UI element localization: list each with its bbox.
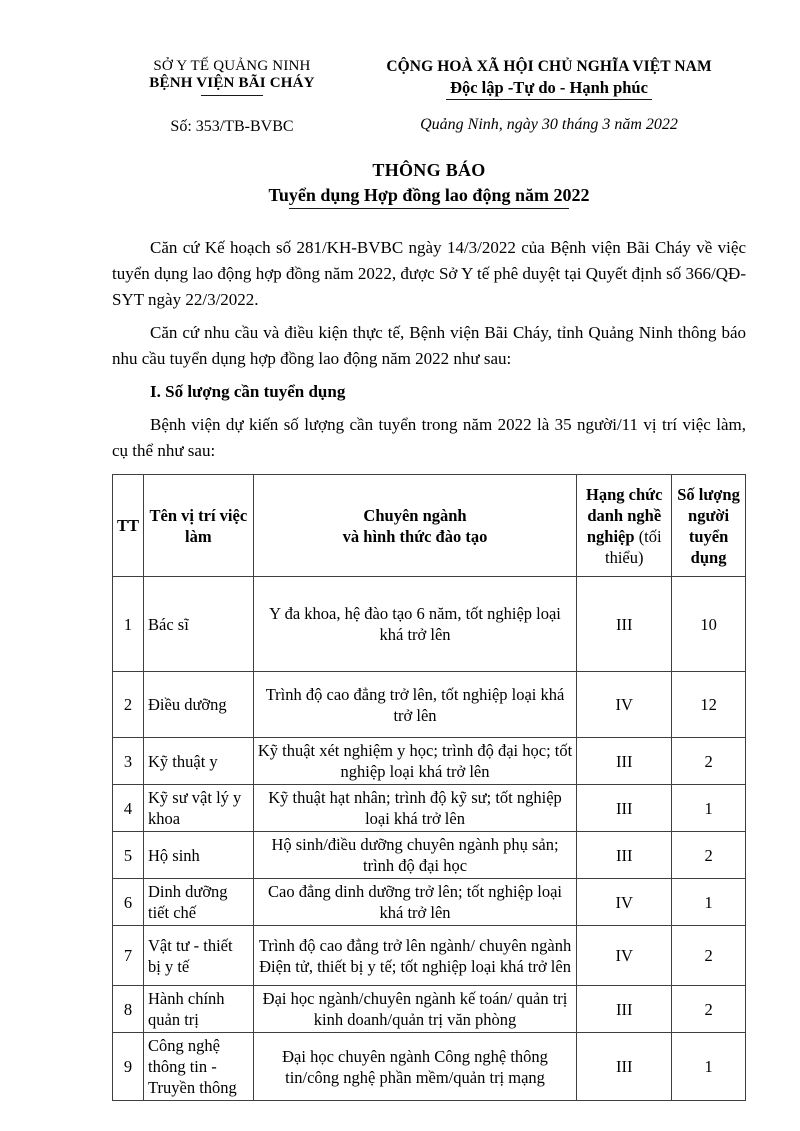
cell-tt: 6 — [113, 879, 144, 926]
cell-rank: III — [577, 577, 672, 672]
cell-quantity: 2 — [672, 986, 746, 1033]
cell-position: Bác sĩ — [144, 577, 254, 672]
header-cell-rank — [577, 475, 672, 577]
org-name: BỆNH VIỆN BÃI CHÁY — [149, 75, 315, 91]
document-title-block — [112, 160, 746, 209]
cell-quantity: 1 — [672, 879, 746, 926]
header-rank-bold: Hạng chức danh nghề nghiệp — [586, 484, 663, 546]
issuing-org-block — [112, 58, 352, 136]
cell-rank: IV — [577, 926, 672, 986]
table-row — [113, 738, 746, 785]
table-body — [113, 577, 746, 1101]
cell-specialty: Hộ sinh/điều dưỡng chuyên ngành phụ sản; trình độ đại học — [253, 832, 577, 879]
cell-specialty: Kỹ thuật xét nghiệm y học; trình độ đại học; tốt nghiệp loại khá trở lên — [253, 738, 577, 785]
cell-quantity: 2 — [672, 926, 746, 986]
cell-rank: III — [577, 738, 672, 785]
cell-quantity: 2 — [672, 832, 746, 879]
title-underline — [289, 208, 569, 209]
cell-quantity: 10 — [672, 577, 746, 672]
document-number: Số: 353/TB-BVBC — [170, 118, 294, 135]
header-cell-position: Tên vị trí việc làm — [144, 475, 254, 577]
cell-specialty: Cao đẳng dinh dưỡng trở lên; tốt nghiệp loại khá trở lên — [253, 879, 577, 926]
cell-rank: IV — [577, 879, 672, 926]
cell-position: Hộ sinh — [144, 832, 254, 879]
cell-position: Vật tư - thiết bị y tế — [144, 926, 254, 986]
cell-tt: 9 — [113, 1033, 144, 1101]
cell-quantity: 1 — [672, 785, 746, 832]
org-parent-name: SỞ Y TẾ QUẢNG NINH — [153, 58, 311, 74]
table-row — [113, 926, 746, 986]
document-title: THÔNG BÁO — [372, 160, 486, 180]
header-rank-normal: (tối thiểu) — [604, 526, 662, 567]
cell-rank: III — [577, 986, 672, 1033]
document-content — [112, 58, 746, 1101]
cell-tt: 1 — [113, 577, 144, 672]
recruitment-table — [112, 474, 746, 1101]
table-header-row — [113, 475, 746, 577]
national-motto: Độc lập -Tự do - Hạnh phúc — [446, 78, 652, 100]
document-subtitle: Tuyển dụng Hợp đồng lao động năm 2022 — [268, 185, 590, 205]
header-cell-tt: TT — [113, 475, 144, 577]
cell-rank: III — [577, 1033, 672, 1101]
cell-position: Hành chính quản trị — [144, 986, 254, 1033]
paragraph-basis-1: Căn cứ Kế hoạch số 281/KH-BVBC ngày 14/3/2022 của Bệnh viện Bãi Cháy về việc tuyển dụng lao động hợp đồng năm 2022, được Sở Y tế phê duyệt tại Quyết định số 366/QĐ-SYT ngày 22/3/2022. — [112, 238, 746, 309]
cell-rank: III — [577, 785, 672, 832]
cell-position: Kỹ thuật y — [144, 738, 254, 785]
document-header — [112, 58, 746, 136]
cell-rank: IV — [577, 672, 672, 738]
cell-quantity: 12 — [672, 672, 746, 738]
cell-tt: 4 — [113, 785, 144, 832]
cell-specialty: Đại học chuyên ngành Công nghệ thông tin/công nghệ phần mềm/quản trị mạng — [253, 1033, 577, 1101]
cell-position: Dinh dưỡng tiết chế — [144, 879, 254, 926]
place-date-line: Quảng Ninh, ngày 30 tháng 3 năm 2022 — [420, 116, 678, 133]
table-row — [113, 832, 746, 879]
cell-specialty: Trình độ cao đẳng trở lên, tốt nghiệp loại khá trở lên — [253, 672, 577, 738]
cell-position: Kỹ sư vật lý y khoa — [144, 785, 254, 832]
cell-rank: III — [577, 832, 672, 879]
header-specialty-line2: và hình thức đào tạo — [342, 526, 488, 546]
cell-tt: 2 — [113, 672, 144, 738]
org-underline — [201, 95, 263, 96]
table-row — [113, 672, 746, 738]
table-row — [113, 1033, 746, 1101]
header-cell-quantity: Số lượng người tuyển dụng — [672, 475, 746, 577]
paragraph-quantity: Bệnh viện dự kiến số lượng cần tuyển trong năm 2022 là 35 người/11 vị trí việc làm, cụ thể như sau: — [112, 415, 746, 460]
table-row — [113, 577, 746, 672]
cell-specialty: Đại học ngành/chuyên ngành kế toán/ quản trị kinh doanh/quản trị văn phòng — [253, 986, 577, 1033]
cell-quantity: 2 — [672, 738, 746, 785]
header-cell-specialty — [253, 475, 577, 577]
cell-position: Điều dưỡng — [144, 672, 254, 738]
national-title: CỘNG HOÀ XÃ HỘI CHỦ NGHĨA VIỆT NAM — [386, 58, 712, 75]
cell-tt: 7 — [113, 926, 144, 986]
cell-specialty: Y đa khoa, hệ đào tạo 6 năm, tốt nghiệp loại khá trở lên — [253, 577, 577, 672]
cell-position: Công nghệ thông tin - Truyền thông — [144, 1033, 254, 1101]
table-row — [113, 986, 746, 1033]
section-heading-1: I. Số lượng cần tuyển dụng — [150, 382, 346, 401]
cell-tt: 5 — [113, 832, 144, 879]
paragraph-basis-2: Căn cứ nhu cầu và điều kiện thực tế, Bệnh viện Bãi Cháy, tỉnh Quảng Ninh thông báo nhu cầu tuyển dụng hợp đồng lao động năm 2022 như sau: — [112, 323, 746, 368]
header-specialty-line1: Chuyên ngành — [363, 505, 467, 525]
cell-specialty: Trình độ cao đẳng trở lên ngành/ chuyên ngành Điện tử, thiết bị y tế; tốt nghiệp loại khá trở lên — [253, 926, 577, 986]
table-row — [113, 879, 746, 926]
cell-tt: 3 — [113, 738, 144, 785]
national-motto-block — [352, 58, 746, 136]
cell-specialty: Kỹ thuật hạt nhân; trình độ kỹ sư; tốt nghiệp loại khá trở lên — [253, 785, 577, 832]
cell-tt: 8 — [113, 986, 144, 1033]
table-row — [113, 785, 746, 832]
cell-quantity: 1 — [672, 1033, 746, 1101]
